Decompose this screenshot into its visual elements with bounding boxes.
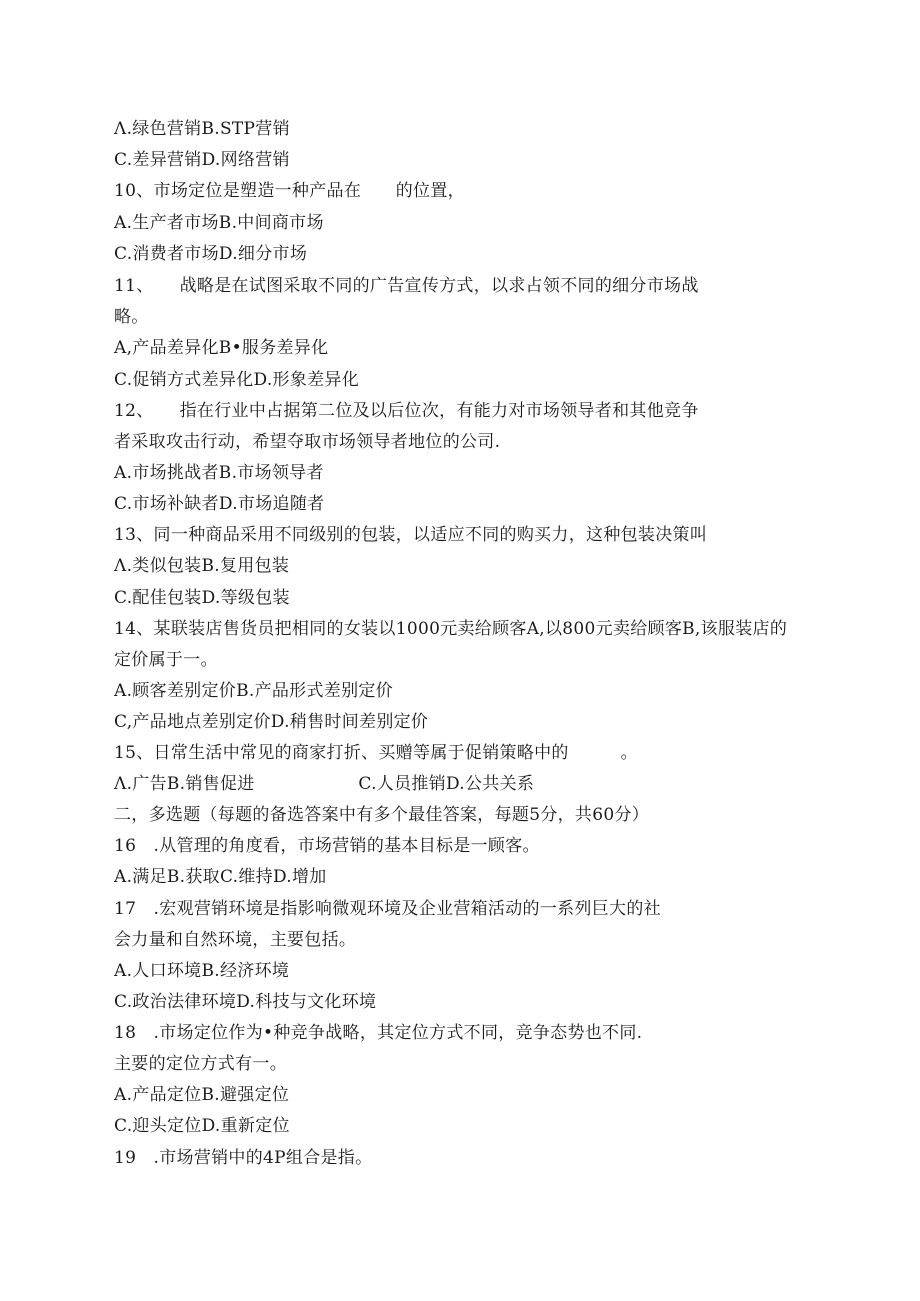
text-line: Λ.类似包装B.复用包装 xyxy=(114,556,290,576)
text-line: 略。 xyxy=(114,307,149,327)
text-line: C.差异营销D.网络营销 xyxy=(114,150,290,170)
text-line: 主要的定位方式有一。 xyxy=(114,1054,287,1074)
text-line: 会力量和自然环境，主要包括。 xyxy=(114,930,357,950)
section-heading: 二，多选题（每题的备选答案中有多个最佳答案，每题5分，共60分） xyxy=(114,805,650,825)
text-line: C.迎头定位D.重新定位 xyxy=(114,1116,290,1136)
text-line: C,产品地点差别定价D.稍售时间差别定价 xyxy=(114,712,429,732)
text-line: A.满足B.获取C.维持D.增加 xyxy=(114,867,327,887)
text-line: 19 .市场营销中的4P组合是指。 xyxy=(114,1148,373,1168)
text-line: A.生产者市场B.中间商市场 xyxy=(114,213,324,233)
text-line: 16 .从管理的角度看，市场营销的基本目标是一顾客。 xyxy=(114,836,540,856)
text-line: Λ.广告B.销售促进 C.人员推销D.公共关系 xyxy=(114,774,535,794)
text-line: 10、市场定位是塑造一种产品在 的位置， xyxy=(114,181,465,201)
text-line: A.市场挑战者B.市场领导者 xyxy=(114,463,324,483)
text-line: C.消费者市场D.细分市场 xyxy=(114,244,308,264)
text-line: 11、 战略是在试图采取不同的广告宣传方式，以求占领不同的细分市场战 xyxy=(114,276,699,296)
text-line: A.产品定位B.避强定位 xyxy=(114,1085,290,1105)
text-line: 18 .市场定位作为•种竞争战略，其定位方式不同，竞争态势也不同. xyxy=(114,1023,643,1043)
text-line: 17 .宏观营销环境是指影响微观环境及企业营箱活动的一系列巨大的社 xyxy=(114,899,661,919)
text-line: A.人口环境B.经济环境 xyxy=(114,961,290,981)
text-line: 12、 指在行业中占据第二位及以后位次，有能力对市场领导者和其他竞争 xyxy=(114,401,699,421)
text-line: C.市场补缺者D.市场追随者 xyxy=(114,494,325,514)
text-line: 13、同一种商品采用不同级别的包装，以适应不同的购买力，这种包装决策叫 xyxy=(114,525,708,545)
text-line: 定价属于一。 xyxy=(114,650,218,670)
text-line: 14、某联装店售货员把相同的女装以1000元卖给顾客A,以800元卖给顾客B,该服装店的 xyxy=(114,619,788,639)
text-line: C.配佳包装D.等级包装 xyxy=(114,588,290,608)
text-line: C.促销方式差异化D.形象差异化 xyxy=(114,370,360,390)
text-line: C.政治法律环境D.科技与文化环境 xyxy=(114,992,377,1012)
text-line: A.顾客差别定价B.产品形式差别定价 xyxy=(114,681,393,701)
text-line: 者采取攻击行动，希望夺取市场领导者地位的公司. xyxy=(114,432,501,452)
text-line: 15、日常生活中常见的商家打折、买赠等属于促销策略中的 。 xyxy=(114,743,638,763)
text-line: Λ.绿色营销B.STP营销 xyxy=(114,119,290,139)
text-line: A,产品差异化B•服务差异化 xyxy=(114,338,329,358)
